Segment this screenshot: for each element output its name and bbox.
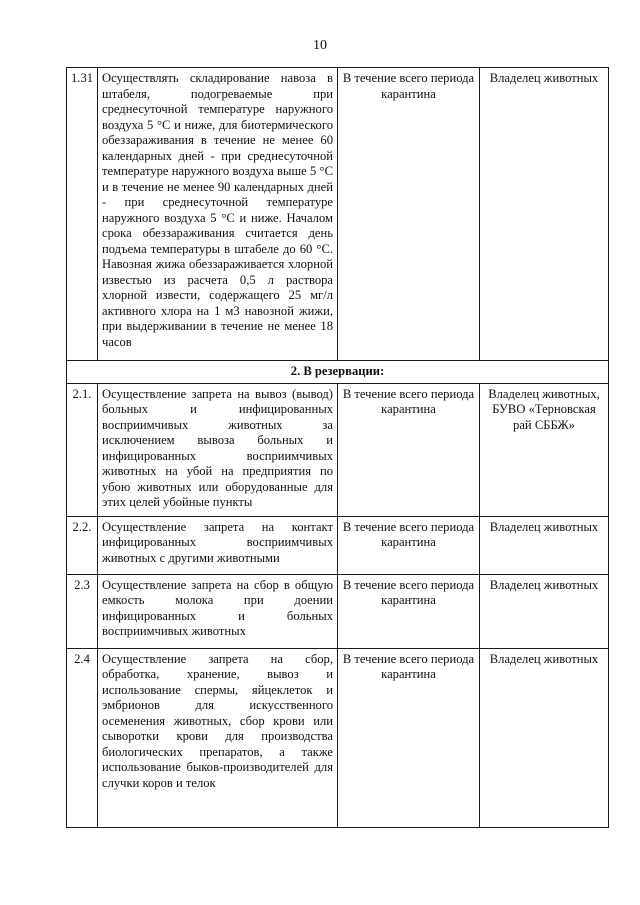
table-row <box>67 383 609 516</box>
table-row <box>67 68 609 361</box>
row-responsible: Владелец животных <box>480 648 609 827</box>
table-row <box>67 516 609 574</box>
row-responsible: Владелец животных <box>480 68 609 361</box>
section-heading: 2. В резервации: <box>67 361 609 384</box>
row-number: 2.4 <box>67 648 98 827</box>
row-number: 1.31 <box>67 68 98 361</box>
row-term: В течение всего периода карантина <box>338 516 480 574</box>
page-number: 10 <box>313 38 327 53</box>
row-description: Осуществление запрета на сбор, обработка, хранение, вывоз и использование спермы, яйцеклеток и эмбрионов для искусственного осеменения животных, сбор крови или сыворотки крови для производства биологических препаратов, а также использование быков-производителей для случки коров и телок <box>98 648 338 827</box>
row-responsible: Владелец животных, БУВО «Терновская рай СББЖ» <box>480 383 609 516</box>
row-number: 2.3 <box>67 574 98 648</box>
row-responsible: Владелец животных <box>480 574 609 648</box>
row-term: В течение всего периода карантина <box>338 383 480 516</box>
row-description: Осуществлять складирование навоза в штабеля, подогреваемые при среднесуточной температуре наружного воздуха 5 °С и ниже, для биотермического обеззараживания в течение не менее 60 календарных дней - при среднесуточной температуре наружного воздуха выше 5 °С и в течение не менее 90 календарных дней - при среднесуточной температуре наружного воздуха 5 °С и ниже. Началом срока обеззараживания считается день подъема температуры в штабеле до 60 °С. Навозная жижа обеззараживается хлорной известью из расчета 0,5 л раствора хлорной извести, содержащего 25 мг/л активного хлора на 1 м3 навозной жижи, при выдерживании в течение не менее 18 часов <box>98 68 338 361</box>
row-term: В течение всего периода карантина <box>338 574 480 648</box>
table-row <box>67 574 609 648</box>
row-number: 2.2. <box>67 516 98 574</box>
row-description: Осуществление запрета на вывоз (вывод) больных и инфицированных восприимчивых животных за исключением вывоза больных и инфицированных восприимчивых животных на убой на предприятия по убою животных или оборудованные для этих целей убойные пункты <box>98 383 338 516</box>
section-row <box>67 361 609 384</box>
row-description: Осуществление запрета на сбор в общую емкость молока при доении инфицированных и больных восприимчивых животных <box>98 574 338 648</box>
row-description: Осуществление запрета на контакт инфицированных восприимчивых животных с другими животными <box>98 516 338 574</box>
measures-table <box>66 67 609 828</box>
row-term: В течение всего периода карантина <box>338 648 480 827</box>
row-number: 2.1. <box>67 383 98 516</box>
row-responsible: Владелец животных <box>480 516 609 574</box>
row-term: В течение всего периода карантина <box>338 68 480 361</box>
table-row <box>67 648 609 827</box>
